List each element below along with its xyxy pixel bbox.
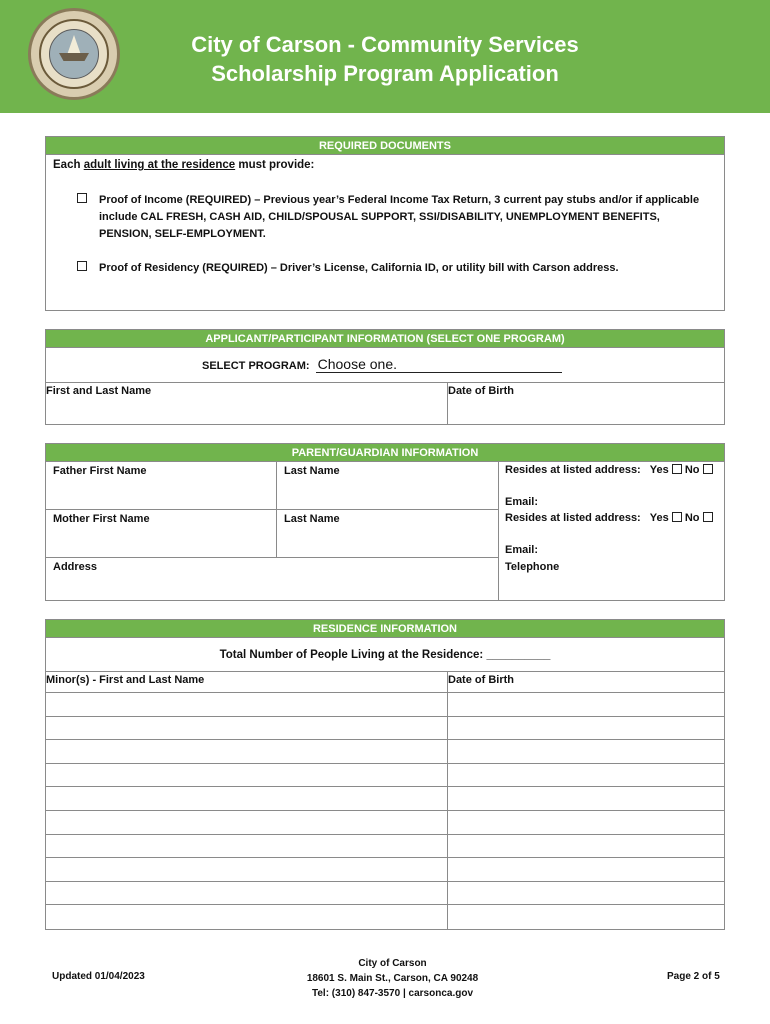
minor-dob-input[interactable]: [448, 858, 724, 880]
minor-dob-input[interactable]: [448, 835, 724, 857]
minor-dob-input[interactable]: [448, 811, 724, 833]
minor-dob-input[interactable]: [448, 764, 724, 786]
minor-name-input[interactable]: [46, 717, 446, 739]
page-number: Page 2 of 5: [667, 971, 720, 982]
mother-first-name-label: Mother First Name: [53, 513, 150, 525]
section-heading: PARENT/GUARDIAN INFORMATION: [46, 444, 724, 462]
city-seal-logo: [28, 8, 120, 100]
page-header: [0, 0, 770, 113]
father-last-name-label: Last Name: [284, 465, 340, 477]
program-dropdown-value: Choose one.: [317, 356, 398, 372]
income-item: [77, 192, 707, 243]
minors-dob-label: Date of Birth: [448, 674, 514, 686]
required-intro: Each adult living at the residence must provide:: [53, 159, 315, 171]
minor-name-input[interactable]: [46, 764, 446, 786]
applicant-dob-input[interactable]: [448, 400, 724, 424]
minor-name-input[interactable]: [46, 905, 446, 927]
applicant-name-label: First and Last Name: [46, 385, 152, 397]
select-program-row: [202, 356, 562, 373]
telephone-label: Telephone: [505, 561, 560, 573]
father-resides-yes-checkbox[interactable]: [672, 464, 682, 474]
father-last-name-input[interactable]: [277, 480, 497, 508]
income-text: Proof of Income (REQUIRED) – Previous year’s Federal Income Tax Return, 3 current pay stubs and/or if applicable include CAL FRESH, CASH AID, CHILD/SPOUSAL SUPPORT, SSI/DISABILITY, UNEMPLOYMENT BENEFITS, PENSION, SELF-EMPLOYMENT.: [99, 194, 700, 240]
minor-dob-input[interactable]: [448, 905, 724, 927]
total-people-label: Total Number of People Living at the Residence: __________: [219, 649, 551, 661]
mother-resides-no-checkbox[interactable]: [703, 512, 713, 522]
minor-name-input[interactable]: [46, 882, 446, 904]
footer-contact: Tel: (310) 847-3570 | carsonca.gov: [311, 988, 474, 999]
residency-text: Proof of Residency (REQUIRED) – Driver’s License, California ID, or utility bill with Carson address.: [99, 262, 619, 274]
residency-checkbox[interactable]: [77, 261, 87, 271]
mother-first-name-input[interactable]: [46, 528, 275, 556]
title-line-2: Scholarship Program Application: [211, 61, 559, 86]
minor-name-input[interactable]: [46, 858, 446, 880]
applicant-dob-label: Date of Birth: [448, 385, 514, 397]
footer-contact-block: [270, 956, 515, 1001]
minor-name-input[interactable]: [46, 835, 446, 857]
income-checkbox[interactable]: [77, 193, 87, 203]
minor-name-input[interactable]: [46, 787, 446, 809]
footer-org: City of Carson: [358, 958, 427, 969]
minor-dob-input[interactable]: [448, 882, 724, 904]
minor-name-input[interactable]: [46, 740, 446, 762]
father-first-name-label: Father First Name: [53, 465, 147, 477]
minor-name-input[interactable]: [46, 693, 446, 715]
applicant-section: [45, 329, 725, 425]
parent-guardian-section: [45, 443, 725, 601]
mother-resides-yes-checkbox[interactable]: [672, 512, 682, 522]
select-program-label: SELECT PROGRAM:: [202, 360, 310, 372]
mother-last-name-input[interactable]: [277, 528, 497, 556]
minor-dob-input[interactable]: [448, 717, 724, 739]
minor-dob-input[interactable]: [448, 693, 724, 715]
page-title: [130, 30, 640, 88]
section-heading: APPLICANT/PARTICIPANT INFORMATION (SELECT ONE PROGRAM): [46, 330, 724, 348]
title-line-1: City of Carson - Community Services: [191, 32, 579, 57]
section-heading: REQUIRED DOCUMENTS: [46, 137, 724, 155]
footer-address: 18601 S. Main St., Carson, CA 90248: [306, 973, 479, 984]
minor-name-input[interactable]: [46, 811, 446, 833]
updated-date: Updated 01/04/2023: [52, 971, 145, 982]
residency-item: [77, 260, 707, 277]
father-first-name-input[interactable]: [46, 480, 275, 508]
mother-email-label: Email:: [505, 544, 539, 556]
father-resides-row: Resides at listed address: Yes No: [505, 464, 713, 476]
mother-last-name-label: Last Name: [284, 513, 340, 525]
minor-dob-input[interactable]: [448, 740, 724, 762]
father-email-label: Email:: [505, 496, 539, 508]
address-input[interactable]: [46, 576, 497, 600]
minors-name-label: Minor(s) - First and Last Name: [46, 674, 205, 686]
section-heading: RESIDENCE INFORMATION: [46, 620, 724, 638]
address-label: Address: [53, 561, 98, 573]
mother-resides-row: Resides at listed address: Yes No: [505, 512, 713, 524]
minor-dob-input[interactable]: [448, 787, 724, 809]
father-resides-no-checkbox[interactable]: [703, 464, 713, 474]
residence-section: [45, 619, 725, 930]
program-dropdown[interactable]: [316, 356, 562, 373]
telephone-input[interactable]: [499, 576, 724, 600]
required-documents-section: [45, 136, 725, 311]
applicant-name-input[interactable]: [46, 400, 446, 424]
